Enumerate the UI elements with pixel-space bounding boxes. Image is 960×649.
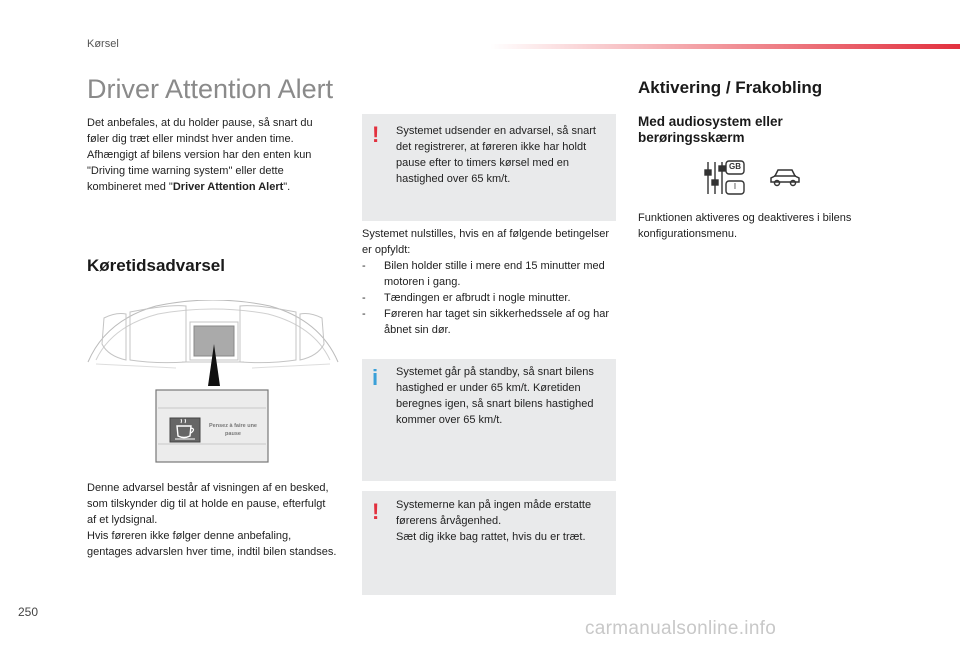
dashboard-svg [86, 300, 340, 470]
list-item: - Bilen holder stille i mere end 15 minutter med motoren i gang. [362, 258, 616, 290]
watermark: carmanualsonline.info [585, 618, 777, 639]
exclamation-icon: ! [372, 122, 380, 147]
car-icon [768, 166, 802, 195]
info-note [362, 359, 616, 481]
warning-note-2-line1: Systemerne kan på ingen måde erstatte førerens årvågenhed. [396, 499, 592, 527]
dashboard-illustration [86, 300, 340, 470]
warning-note-1-text: Systemet udsender en advarsel, så snart det registrerer, at føreren ikke har holdt pause efter to timers kørsel med en hastighed over 65 km/t. [396, 125, 596, 185]
list-item: - Føreren har taget sin sikkerhedssele af og har åbnet sin dør. [362, 306, 616, 338]
header-accent-bar [490, 44, 960, 49]
koretid-heading: Køretidsadvarsel [87, 256, 225, 275]
koretid-description [87, 480, 337, 560]
warning-note-1 [362, 114, 616, 221]
activation-subheading: Med audiosystem eller berøringsskærm [638, 114, 783, 145]
settings-sliders-icon [702, 160, 746, 196]
reset-list [362, 258, 616, 338]
exclamation-icon: ! [372, 499, 380, 524]
info-icon: i [372, 365, 379, 390]
section-label: Kørsel [87, 38, 119, 50]
list-item: - Tændingen er afbrudt i nogle minutter. [362, 290, 616, 306]
intro-text: Det anbefales, at du holder pause, så snart du føler dig træt eller mindst hver anden time. Afhængigt af bilens version har den enten kun "Driving time warning system" eller dette kombineret med " [87, 117, 313, 193]
warning-note-2-line2: Sæt dig ikke bag rattet, hvis du er træt. [396, 531, 586, 543]
page-title: Driver Attention Alert [87, 74, 334, 104]
warning-note-2-text [396, 497, 610, 545]
page-number: 250 [18, 605, 39, 619]
reset-intro: Systemet nulstilles, hvis en af følgende betingelser er opfyldt: [362, 228, 610, 256]
intro-paragraph [87, 115, 337, 195]
koretid-description-p1: Denne advarsel består af visningen af en besked, som tilskynder dig til at holde en pause, efterfulgt af et lydsignal. [87, 482, 329, 526]
warning-note-2 [362, 491, 616, 595]
reset-conditions [362, 226, 616, 338]
intro-text-end: ". [283, 181, 291, 193]
intro-bold: Driver Attention Alert [172, 181, 284, 193]
info-badge: I [733, 182, 737, 191]
activation-heading: Aktivering / Frakobling [638, 78, 823, 97]
info-note-text: Systemet går på standby, så snart bilens hastighed er under 65 km/t. Køretiden beregnes igen, så snart bilens hastighed kommer over 65 km/t. [396, 366, 594, 426]
koretid-description-p2: Hvis føreren ikke følger denne anbefaling, gentages advarslen hver time, indtil bilen standses. [87, 530, 337, 558]
illustration-message: Pensez à faire une pause [209, 423, 257, 437]
language-badge: GB [729, 162, 741, 171]
activation-text: Funktionen aktiveres og deaktiveres i bilens konfigurationsmenu. [638, 212, 852, 240]
